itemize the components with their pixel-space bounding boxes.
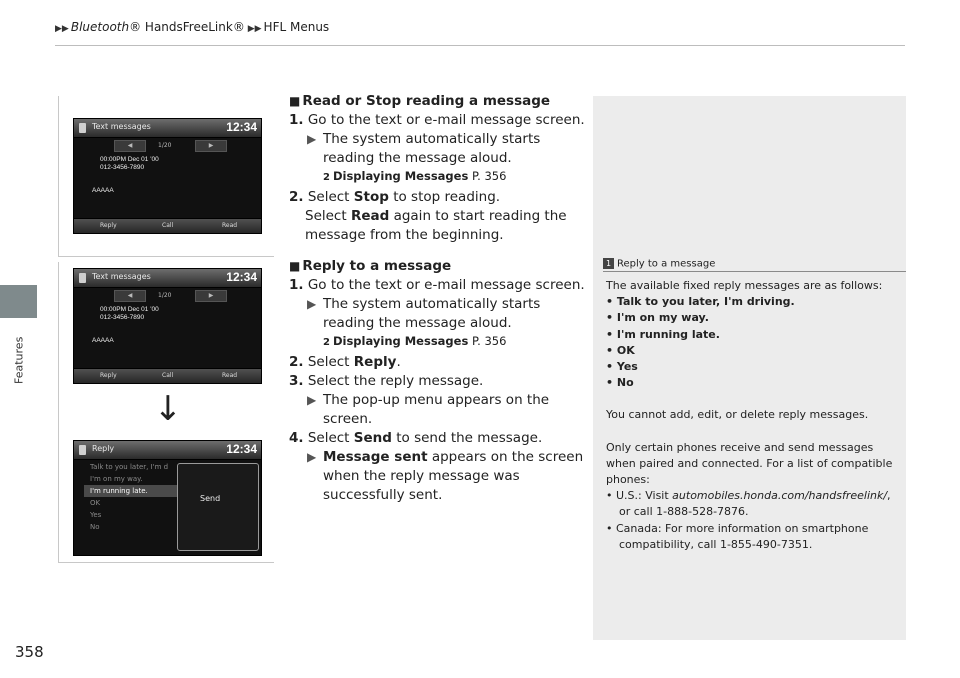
result-arrow-icon: ▶ xyxy=(307,132,317,146)
text-messages-screen xyxy=(73,268,262,384)
step-text: Select xyxy=(307,189,354,205)
bullet-icon: • xyxy=(606,343,617,357)
result-arrow-icon: ▶ xyxy=(307,297,317,311)
prev-message-button[interactable]: ◀ xyxy=(114,290,146,302)
section-heading xyxy=(289,257,589,276)
bullet-icon: • xyxy=(606,360,617,374)
page-number: 358 xyxy=(15,643,44,661)
square-bullet-icon: ■ xyxy=(289,94,301,108)
note-option-item xyxy=(606,327,896,343)
note-ca-text: Canada: For more information on smartphone xyxy=(616,521,869,535)
step-1 xyxy=(289,276,589,295)
note-option-item xyxy=(606,359,896,375)
reply-button[interactable]: Reply xyxy=(100,372,117,379)
breadcrumb-bluetooth: Bluetooth xyxy=(70,20,130,34)
note-option-text: I'm running late. xyxy=(616,327,720,341)
next-message-button[interactable]: ▶ xyxy=(195,140,227,152)
page-indicator: 1/20 xyxy=(158,292,172,299)
note-body xyxy=(606,278,896,553)
step-text: to stop reading. xyxy=(388,189,501,205)
note-option-text: Yes xyxy=(616,360,638,374)
step-text: Go to the text or e-mail message screen. xyxy=(307,112,585,128)
step-text: to send the message. xyxy=(391,430,543,446)
breadcrumb-arrow-icon: ▶▶ xyxy=(55,24,69,34)
step-result xyxy=(289,391,589,429)
reply-options-bullets xyxy=(606,294,896,391)
message-phone: 012-3456-7890 xyxy=(100,164,145,171)
screen-header xyxy=(74,269,261,288)
step-text: . xyxy=(396,354,401,370)
result-arrow-icon: ▶ xyxy=(307,393,317,407)
read-button[interactable]: Read xyxy=(222,372,238,379)
step-text: Select xyxy=(305,208,351,224)
reply-option[interactable]: Yes xyxy=(90,511,102,519)
screen-clock: 12:34 xyxy=(226,442,257,456)
breadcrumb xyxy=(55,20,329,34)
xref-title: Displaying Messages xyxy=(332,334,469,348)
message-time: 00:00PM Dec 01 '00 xyxy=(100,156,159,163)
send-label: Send xyxy=(353,430,392,446)
square-bullet-icon: ■ xyxy=(289,259,301,273)
send-popup xyxy=(177,463,259,551)
screen-title: Reply xyxy=(92,444,115,453)
step-3 xyxy=(289,372,589,391)
step-text: Select xyxy=(307,430,354,446)
note-us-url: automobiles.honda.com/handsfreelink/ xyxy=(672,489,888,503)
step-1 xyxy=(289,111,589,130)
screen-header xyxy=(74,441,261,460)
step-2 xyxy=(289,188,589,207)
step-number: 2. xyxy=(289,354,304,370)
side-tab-label: Features xyxy=(12,336,26,384)
note-option-text: No xyxy=(616,376,634,390)
screen-header xyxy=(74,119,261,138)
step-result xyxy=(289,448,589,505)
xref-icon: 2 xyxy=(323,337,330,348)
step-number: 1. xyxy=(289,112,304,128)
arrow-down-icon: ↓ xyxy=(153,389,183,429)
note-ca-call: compatibility, call 1-855-490-7351. xyxy=(619,537,813,551)
phone-icon xyxy=(79,445,86,455)
note-option-item xyxy=(606,310,896,326)
step-result-text: appears on the screen when the reply message was successfully sent. xyxy=(323,449,584,503)
screen-footer xyxy=(74,218,261,233)
section-read-stop xyxy=(289,92,589,245)
screen-clock: 12:34 xyxy=(226,120,257,134)
step-2-continued xyxy=(289,207,589,245)
bullet-icon: • xyxy=(606,311,617,325)
message-pager xyxy=(78,290,257,301)
message-body: AAAAA xyxy=(92,337,114,344)
note-no-edit: You cannot add, edit, or delete reply messages. xyxy=(606,408,869,422)
step-number: 1. xyxy=(289,277,304,293)
section-heading-text: Reply to a message xyxy=(302,258,452,274)
section-reply xyxy=(289,257,589,505)
breadcrumb-hfl-menus: HFL Menus xyxy=(263,20,330,34)
reply-label: Reply xyxy=(353,354,397,370)
note-icon: 1 xyxy=(603,258,614,269)
reply-option[interactable]: Talk to you later, I'm d xyxy=(90,463,169,471)
xref-page: P. 356 xyxy=(471,169,507,183)
step-text: again to start reading the message from the beginning. xyxy=(305,208,567,243)
step-4 xyxy=(289,429,589,448)
bullet-icon: • xyxy=(606,376,617,390)
step-number: 3. xyxy=(289,373,304,389)
section-heading-text: Read or Stop reading a message xyxy=(302,93,551,109)
step-text: Select xyxy=(307,354,354,370)
note-title xyxy=(603,258,903,270)
note-option-text: Talk to you later, I'm driving. xyxy=(616,295,795,309)
note-compat: Only certain phones receive and send messages when paired and connected. For a list of compatible phones: xyxy=(606,440,893,487)
breadcrumb-handsfreelink: HandsFreeLink xyxy=(141,20,233,34)
cross-reference[interactable] xyxy=(289,168,589,186)
xref-icon: 2 xyxy=(323,172,330,183)
stop-label: Stop xyxy=(353,189,389,205)
breadcrumb-reg-mark-2: ® xyxy=(232,20,245,34)
call-button[interactable]: Call xyxy=(162,372,174,379)
note-option-item xyxy=(606,294,896,310)
reply-option[interactable]: I'm running late. xyxy=(84,485,194,497)
header-divider xyxy=(55,45,905,46)
note-option-item xyxy=(606,343,896,359)
screen-title: Text messages xyxy=(92,272,151,281)
note-intro: The available fixed reply messages are as follows: xyxy=(606,279,883,292)
step-result-text: The system automatically starts reading the message aloud. xyxy=(323,131,541,166)
bullet-icon: • xyxy=(606,295,617,309)
screen-title: Text messages xyxy=(92,122,151,131)
message-phone: 012-3456-7890 xyxy=(100,314,145,321)
read-label: Read xyxy=(350,208,390,224)
bullet-icon: • xyxy=(606,327,617,341)
note-option-text: I'm on my way. xyxy=(616,311,709,325)
text-messages-screen xyxy=(73,118,262,234)
result-arrow-icon: ▶ xyxy=(307,450,317,464)
read-button[interactable]: Read xyxy=(222,222,238,229)
xref-page: P. 356 xyxy=(471,334,507,348)
note-option-text: OK xyxy=(616,343,635,357)
xref-title: Displaying Messages xyxy=(332,169,469,183)
reply-option[interactable]: OK xyxy=(90,499,101,507)
note-us-text: , xyxy=(887,489,891,503)
side-tab-marker xyxy=(0,285,37,318)
note-us-text: U.S.: Visit xyxy=(616,489,673,503)
reply-option[interactable]: I'm on my way. xyxy=(90,475,143,483)
cross-reference[interactable] xyxy=(289,333,589,351)
note-option-item xyxy=(606,375,896,391)
next-message-button[interactable]: ▶ xyxy=(195,290,227,302)
reply-screen xyxy=(73,440,262,556)
note-us-item: • U.S.: Visit automobiles.honda.com/handsfreelink/, xyxy=(606,489,891,503)
screenshot-frame-read xyxy=(58,96,274,257)
step-number: 4. xyxy=(289,430,304,446)
note-us-call: or call 1-888-528-7876. xyxy=(619,505,749,519)
phone-icon xyxy=(79,273,86,283)
reply-option[interactable]: No xyxy=(90,523,100,531)
note-ca-item: • Canada: For more information on smartphone xyxy=(606,521,869,535)
step-result-text: The pop-up menu appears on the screen. xyxy=(323,392,550,427)
breadcrumb-arrow-icon: ▶▶ xyxy=(244,24,262,34)
page-indicator: 1/20 xyxy=(158,142,172,149)
message-pager xyxy=(78,140,257,151)
section-heading xyxy=(289,92,589,111)
step-result-text: The system automatically starts reading the message aloud. xyxy=(323,296,541,331)
message-time: 00:00PM Dec 01 '00 xyxy=(100,306,159,313)
message-sent-label: Message sent xyxy=(323,449,428,465)
step-text: Select the reply message. xyxy=(307,373,484,389)
note-divider xyxy=(603,271,906,272)
note-title-text: Reply to a message xyxy=(617,258,716,270)
step-result xyxy=(289,295,589,333)
breadcrumb-reg-mark: ® xyxy=(129,20,142,34)
note-panel xyxy=(593,96,906,640)
call-button[interactable]: Call xyxy=(162,222,174,229)
send-button[interactable]: Send xyxy=(200,494,221,503)
step-text: Go to the text or e-mail message screen. xyxy=(307,277,585,293)
step-2 xyxy=(289,353,589,372)
message-body: AAAAA xyxy=(92,187,114,194)
step-result xyxy=(289,130,589,168)
screen-clock: 12:34 xyxy=(226,270,257,284)
reply-button[interactable]: Reply xyxy=(100,222,117,229)
step-number: 2. xyxy=(289,189,304,205)
phone-icon xyxy=(79,123,86,133)
prev-message-button[interactable]: ◀ xyxy=(114,140,146,152)
screen-footer xyxy=(74,368,261,383)
